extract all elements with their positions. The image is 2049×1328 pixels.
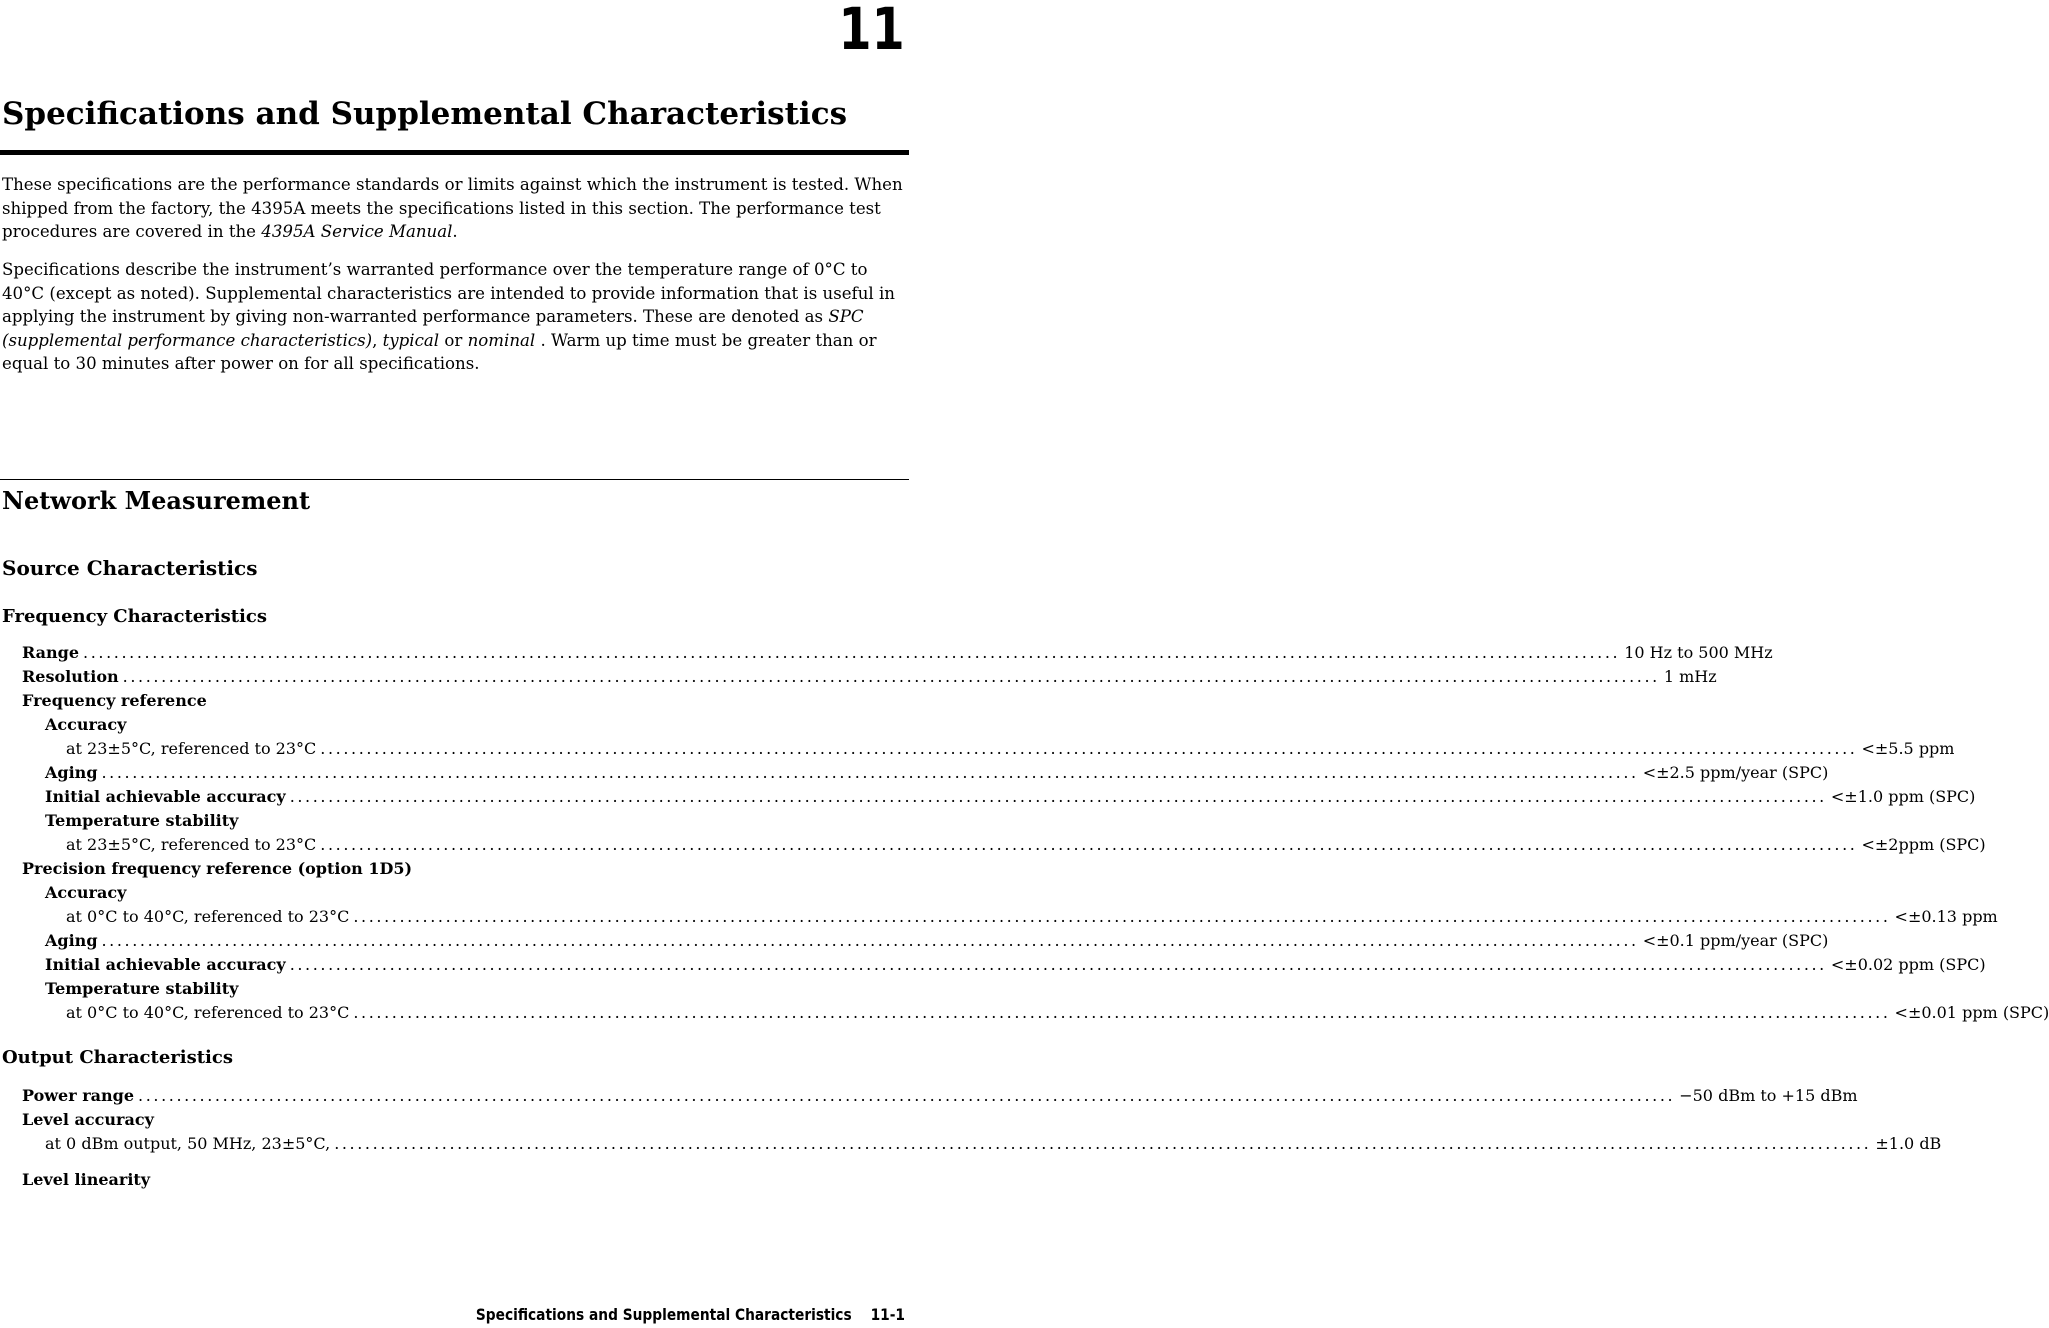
resolution-value: 1 mHz — [1663, 667, 1717, 686]
precision-temp-label: Temperature stability — [45, 979, 239, 998]
chapter-title: Specifications and Supplemental Characteristics — [2, 96, 848, 132]
freq-ref-aging-value: <±2.5 ppm/year (SPC) — [1642, 763, 1829, 782]
freq-ref-aging-label: Aging — [45, 763, 98, 782]
precision-aging-value: <±0.1 ppm/year (SPC) — [1642, 931, 1829, 950]
footer-page-number: 11-1 — [870, 1305, 905, 1324]
service-manual-reference: 4395A Service Manual — [261, 222, 453, 241]
nominal-term: nominal — [467, 330, 536, 350]
precision-accuracy-label: Accuracy — [45, 883, 127, 902]
freq-ref-accuracy-condition: at 23±5°C, referenced to 23°C — [66, 739, 317, 758]
power-range-row: Power range ........................................................................................................................................................................................................ −50 dBm to +15 dBm — [22, 1086, 1858, 1105]
precision-aging-label: Aging — [45, 931, 98, 950]
precision-aging-row: Aging ........................................................................................................................................................................................................ <±0.1 ppm/year (SPC) — [45, 931, 1829, 950]
freq-ref-initial-value: <±1.0 ppm (SPC) — [1830, 787, 1976, 806]
range-value: 10 Hz to 500 MHz — [1624, 643, 1773, 662]
section-rule — [0, 479, 909, 480]
frequency-characteristics-heading: Frequency Characteristics — [2, 606, 267, 627]
level-accuracy-condition: at 0 dBm output, 50 MHz, 23±5°C, — [45, 1134, 331, 1153]
spc-term: SPC (supplemental performance characteristics) — [2, 307, 864, 350]
precision-temp-row: at 0°C to 40°C, referenced to 23°C ........................................................................................................................................................................................................ <±0.01 ppm (SPC) — [66, 1003, 2049, 1022]
intro-paragraph-1: These specifications are the performance standards or limits against which the instrument is tested. When shipped from the factory, the 4395A meets the specifications listed in this section. The performance test procedures are covered in the 4395A Service Manual. — [2, 175, 903, 241]
freq-ref-aging-row: Aging ........................................................................................................................................................................................................ <±2.5 ppm/year (SPC) — [45, 763, 1829, 782]
resolution-row: Resolution ........................................................................................................................................................................................................ 1 mHz — [22, 667, 1717, 686]
typical-term: typical — [382, 330, 440, 350]
range-row: Range ........................................................................................................................................................................................................ 10 Hz to 500 MHz — [22, 643, 1773, 662]
freq-ref-accuracy-row: at 23±5°C, referenced to 23°C ........................................................................................................................................................................................................ <±5.5 ppm — [66, 739, 1955, 758]
precision-temp-condition: at 0°C to 40°C, referenced to 23°C — [66, 1003, 350, 1022]
freq-ref-initial-label: Initial achievable accuracy — [45, 787, 286, 806]
source-characteristics-heading: Source Characteristics — [2, 556, 258, 580]
range-label: Range — [22, 643, 80, 662]
precision-accuracy-row: at 0°C to 40°C, referenced to 23°C ........................................................................................................................................................................................................ <±0.13 ppm — [66, 907, 1998, 926]
output-characteristics-heading: Output Characteristics — [2, 1047, 233, 1068]
resolution-label: Resolution — [22, 667, 119, 686]
precision-initial-label: Initial achievable accuracy — [45, 955, 286, 974]
freq-ref-accuracy-value: <±5.5 ppm — [1861, 739, 1955, 758]
power-range-value: −50 dBm to +15 dBm — [1679, 1086, 1858, 1105]
page-footer — [476, 1305, 905, 1324]
freq-ref-temp-condition: at 23±5°C, referenced to 23°C — [66, 835, 317, 854]
level-accuracy-value: ±1.0 dB — [1875, 1134, 1942, 1153]
precision-temp-value: <±0.01 ppm (SPC) — [1894, 1003, 2049, 1022]
level-linearity-label: Level linearity — [22, 1170, 151, 1189]
freq-ref-temp-value: <±2ppm (SPC) — [1861, 835, 1986, 854]
title-rule — [0, 150, 909, 155]
level-accuracy-row: at 0 dBm output, 50 MHz, 23±5°C, ........................................................................................................................................................................................................ ±1.0 dB — [45, 1134, 1942, 1153]
precision-accuracy-value: <±0.13 ppm — [1894, 907, 1998, 926]
section-title: Network Measurement — [2, 486, 311, 515]
chapter-number: 11 — [838, 0, 905, 63]
precision-accuracy-condition: at 0°C to 40°C, referenced to 23°C — [66, 907, 350, 926]
freq-ref-initial-row: Initial achievable accuracy ........................................................................................................................................................................................................ <±1.0 ppm (SPC) — [45, 787, 1976, 806]
footer-title: Specifications and Supplemental Characteristics — [475, 1305, 852, 1324]
power-range-label: Power range — [22, 1086, 135, 1105]
level-accuracy-label: Level accuracy — [22, 1110, 154, 1129]
intro-paragraph-2: Specifications describe the instrument’s warranted performance over the temperature range of 0°C to 40°C (except as noted). Supplemental characteristics are intended to provide information that is useful in applying the instrument by giving non-warranted performance parameters. These are denoted as SPC (supplemental performance characteristics), typical or nominal . Warm up time must be greater than or equal to 30 minutes after power on for all specifications. — [2, 260, 895, 373]
freq-ref-accuracy-label: Accuracy — [45, 715, 127, 734]
freq-ref-temp-row: at 23±5°C, referenced to 23°C ........................................................................................................................................................................................................ <±2ppm (SPC) — [66, 835, 1986, 854]
frequency-reference-label: Frequency reference — [22, 691, 207, 710]
freq-ref-temp-label: Temperature stability — [45, 811, 239, 830]
precision-initial-row: Initial achievable accuracy ........................................................................................................................................................................................................ <±0.02 ppm (SPC) — [45, 955, 1986, 974]
precision-reference-label: Precision frequency reference (option 1D5) — [22, 859, 413, 878]
precision-initial-value: <±0.02 ppm (SPC) — [1830, 955, 1986, 974]
